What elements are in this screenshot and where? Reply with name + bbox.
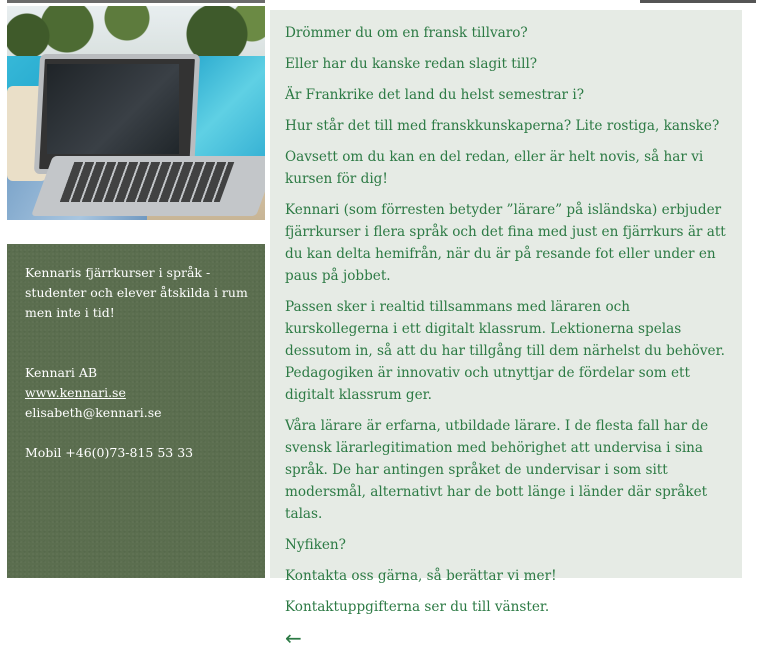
website-link[interactable]: www.kennari.se	[25, 385, 126, 400]
paragraph: Kontakta oss gärna, så berättar vi mer!	[285, 568, 557, 584]
arrow-left-icon[interactable]: ←	[285, 626, 302, 650]
top-divider-left	[7, 0, 265, 3]
contact-panel	[7, 244, 265, 578]
paragraph: Är Frankrike det land du helst semestrar i?	[285, 87, 585, 103]
paragraph: Hur står det till med franskkunskaperna? Lite rostiga, kanske?	[285, 118, 720, 134]
paragraph: Eller har du kanske redan slagit till?	[285, 56, 538, 72]
mobile-number: Mobil +46(0)73-815 53 33	[25, 445, 194, 460]
paragraph: Kontaktuppgifterna ser du till vänster.	[285, 599, 550, 615]
main-content	[270, 10, 742, 650]
paragraph: Passen sker i realtid tillsammans med läraren och kurskollegerna i ett digitalt klassrum. Lektionerna spelas dessutom in, så att du har tillgång till dem närhelst du behöver. Pedagogiken är innovativ och utnyttjar de fördelar som ett digitalt klassrum ger.	[285, 299, 725, 403]
laptop-by-pool-image	[7, 6, 265, 220]
paragraph: Nyfiken?	[285, 537, 346, 553]
company-name: Kennari AB	[25, 365, 98, 380]
paragraph: Drömmer du om en fransk tillvaro?	[285, 25, 528, 41]
contact-tagline: Kennaris fjärrkurser i språk - studenter och elever åtskilda i rum men inte i tid!	[25, 265, 248, 320]
paragraph: Våra lärare är erfarna, utbildade lärare. I de flesta fall har de svensk lärarlegitimation med behörighet att undervisa i sina språk. De har antingen språket de undervisar i som sitt modersmål, alternativt har de bott länge i länder där språket talas.	[285, 418, 709, 522]
paragraph: Oavsett om du kan en del redan, eller är helt novis, så har vi kursen för dig!	[285, 149, 704, 187]
top-divider-right	[640, 0, 756, 3]
email-text: elisabeth@kennari.se	[25, 405, 162, 420]
paragraph: Kennari (som förresten betyder ”lärare” på isländska) erbjuder fjärrkurser i flera språk och det fina med just en fjärrkurs är att du kan delta hemifrån, när du är på resande fot eller under en paus på jobbet.	[285, 202, 726, 284]
